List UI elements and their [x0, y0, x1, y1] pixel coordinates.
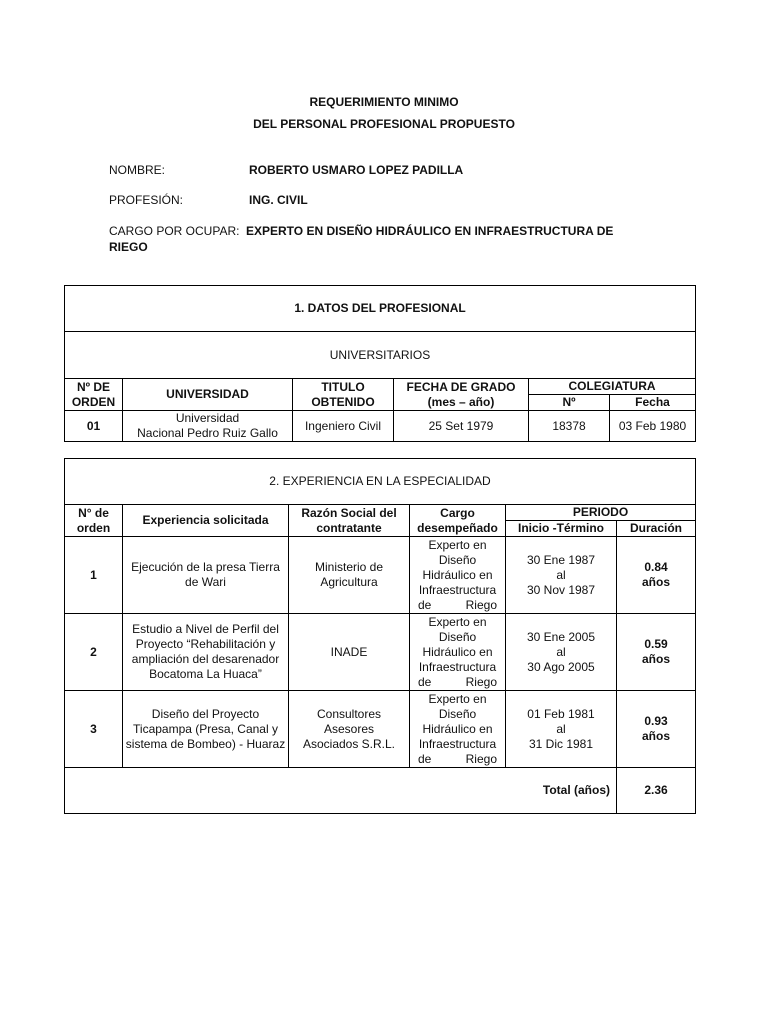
exp-header-orden-line2: orden — [76, 520, 111, 535]
exp-row-cargo-line: Experto en — [428, 691, 487, 706]
exp-row-orden: 2 — [65, 614, 123, 691]
exp-row-al: al — [556, 644, 566, 659]
exp-row-cargo — [410, 691, 506, 768]
exp-row-cargo-word: Riego — [465, 674, 497, 689]
row-titulo: Ingeniero Civil — [293, 411, 394, 442]
exp-row-duracion-num: 0.93 — [644, 714, 668, 728]
exp-row-cargo-line: Hidráulico en — [422, 721, 493, 736]
row-universidad-line1: Universidad — [175, 411, 240, 425]
header-orden — [65, 379, 123, 411]
exp-row-orden: 3 — [65, 691, 123, 768]
exp-row-periodo — [506, 537, 617, 614]
exp-row-cargo-word: Riego — [465, 751, 497, 766]
exp-row-cargo-line — [412, 752, 503, 767]
exp-row-experiencia-line: Ejecución de la presa Tierra — [131, 560, 280, 574]
exp-row-inicio: 30 Ene 2005 — [526, 629, 596, 644]
exp-row-razon-line: Consultores Asesores — [316, 706, 382, 736]
exp-row-razon-line: INADE — [330, 644, 368, 659]
exp-row-razon — [289, 614, 410, 691]
exp-row-duracion-unit: años — [642, 729, 671, 743]
header-orden-line1: Nº DE — [76, 379, 111, 394]
cargo-value-cont: RIEGO — [109, 240, 148, 254]
exp-row-experiencia-line: Bocatoma La Huaca” — [149, 667, 262, 681]
exp-row-cargo-line: Infraestructura — [418, 582, 497, 597]
page-title: REQUERIMIENTO MINIMO — [309, 95, 459, 109]
header-orden-line2: ORDEN — [71, 394, 116, 409]
exp-row-experiencia — [123, 614, 289, 691]
exp-row-cargo — [410, 537, 506, 614]
row-fecha-grado: 25 Set 1979 — [394, 411, 529, 442]
table-row — [65, 537, 696, 614]
total-label: Total (años) — [65, 768, 617, 814]
table-row — [65, 691, 696, 768]
cargo-label: CARGO POR OCUPAR: — [109, 224, 240, 238]
cargo-value: EXPERTO EN DISEÑO HIDRÁULICO EN INFRAESTRUCTURA DE — [246, 224, 614, 238]
exp-header-inicio: Inicio -Término — [506, 521, 617, 537]
exp-row-duracion-num: 0.84 — [644, 560, 668, 574]
exp-row-inicio: 30 Ene 1987 — [526, 552, 596, 567]
exp-row-razon-line: Asociados S.R.L. — [302, 736, 396, 751]
exp-header-cargo-line1: Cargo — [440, 505, 475, 520]
header-fecha-line1: FECHA DE GRADO — [406, 379, 516, 394]
section2-title: 2. EXPERIENCIA EN LA ESPECIALIDAD — [65, 459, 696, 505]
exp-row-cargo-line — [412, 598, 503, 613]
exp-header-duracion: Duración — [617, 521, 696, 537]
exp-row-experiencia-line: Diseño del Proyecto — [151, 706, 260, 721]
exp-row-fin: 31 Dic 1981 — [528, 736, 594, 751]
exp-row-cargo-line — [412, 675, 503, 690]
exp-row-cargo-word: de — [418, 597, 432, 612]
table-row — [65, 614, 696, 691]
header-col-fecha: Fecha — [610, 395, 696, 411]
exp-row-cargo-line: Experto en — [428, 614, 487, 629]
exp-row-cargo-word: de — [418, 674, 432, 689]
exp-row-razon — [289, 537, 410, 614]
exp-header-orden — [65, 505, 123, 537]
nombre-value: ROBERTO USMARO LOPEZ PADILLA — [249, 163, 464, 177]
row-col-num: 18378 — [529, 411, 610, 442]
header-titulo-line2: OBTENIDO — [311, 394, 375, 409]
exp-row-experiencia — [123, 691, 289, 768]
page-subtitle: DEL PERSONAL PROFESIONAL PROPUESTO — [253, 117, 515, 131]
total-value: 2.36 — [617, 768, 696, 814]
exp-row-cargo-word: Riego — [465, 597, 497, 612]
exp-row-razon — [289, 691, 410, 768]
exp-row-cargo-line: Hidráulico en — [422, 567, 493, 582]
exp-row-cargo-line: Hidráulico en — [422, 644, 493, 659]
exp-row-razon-line: Ministerio de — [314, 560, 384, 574]
section1-subtitle: UNIVERSITARIOS — [65, 332, 696, 379]
row-orden: 01 — [65, 411, 123, 442]
profesion-value: ING. CIVIL — [249, 193, 308, 207]
exp-row-fin: 30 Ago 2005 — [527, 659, 595, 674]
exp-row-experiencia — [123, 537, 289, 614]
exp-row-cargo-word: de — [418, 751, 432, 766]
exp-row-experiencia-line: Estudio a Nivel de Perfil del — [132, 622, 279, 636]
nombre-label: NOMBRE: — [109, 163, 166, 177]
row-universidad — [123, 411, 293, 442]
exp-row-duracion-unit: años — [642, 652, 671, 666]
exp-row-experiencia-line: sistema de Bombeo) - Huaraz — [125, 736, 286, 751]
exp-row-cargo-line: Experto en — [428, 537, 487, 552]
exp-row-duracion — [617, 691, 696, 768]
exp-row-cargo — [410, 614, 506, 691]
exp-row-razon-line: Agricultura — [320, 575, 378, 589]
row-universidad-line2: Nacional Pedro Ruiz Gallo — [137, 426, 278, 440]
exp-header-orden-line1: N° de — [78, 505, 109, 520]
exp-header-cargo-line2: desempeñado — [417, 520, 498, 535]
exp-row-inicio: 01 Feb 1981 — [527, 706, 595, 721]
exp-row-duracion — [617, 614, 696, 691]
exp-row-experiencia-line: de Wari — [185, 575, 226, 589]
exp-row-duracion — [617, 537, 696, 614]
header-titulo-line1: TITULO — [321, 379, 365, 394]
exp-row-al: al — [556, 567, 566, 582]
exp-row-cargo-line: Infraestructura — [418, 736, 497, 751]
exp-header-razon — [289, 505, 410, 537]
exp-row-cargo-line: Infraestructura — [418, 659, 497, 674]
exp-row-orden: 1 — [65, 537, 123, 614]
datos-profesional-table — [64, 285, 696, 442]
exp-header-experiencia: Experiencia solicitada — [123, 505, 289, 537]
exp-row-experiencia-line: Proyecto “Rehabilitación y — [135, 637, 276, 651]
exp-row-fin: 30 Nov 1987 — [526, 582, 596, 597]
exp-row-duracion-unit: años — [642, 575, 671, 589]
header-colegiatura: COLEGIATURA — [529, 379, 696, 395]
exp-header-periodo: PERIODO — [506, 505, 696, 521]
section1-title: 1. DATOS DEL PROFESIONAL — [65, 286, 696, 332]
exp-row-periodo — [506, 614, 617, 691]
header-fecha-line2: (mes – año) — [427, 394, 495, 409]
experiencia-table — [64, 458, 696, 814]
header-titulo — [293, 379, 394, 411]
exp-row-periodo — [506, 691, 617, 768]
header-col-num: Nº — [529, 395, 610, 411]
exp-row-experiencia-line: Ticapampa (Presa, Canal y — [133, 721, 278, 736]
exp-row-cargo-line: Diseño — [438, 629, 477, 644]
profesion-label: PROFESIÓN: — [109, 193, 184, 207]
exp-row-cargo-line: Diseño — [438, 706, 477, 721]
header-universidad: UNIVERSIDAD — [123, 379, 293, 411]
exp-row-experiencia-line: ampliación del desarenador — [131, 652, 280, 666]
exp-row-cargo-line: Diseño — [438, 552, 477, 567]
header-fecha-grado — [394, 379, 529, 411]
row-col-fecha: 03 Feb 1980 — [610, 411, 696, 442]
exp-row-al: al — [556, 721, 566, 736]
exp-row-duracion-num: 0.59 — [644, 637, 668, 651]
exp-header-razon-line2: contratante — [316, 520, 382, 535]
exp-header-cargo — [410, 505, 506, 537]
exp-header-razon-line1: Razón Social del — [301, 505, 397, 520]
